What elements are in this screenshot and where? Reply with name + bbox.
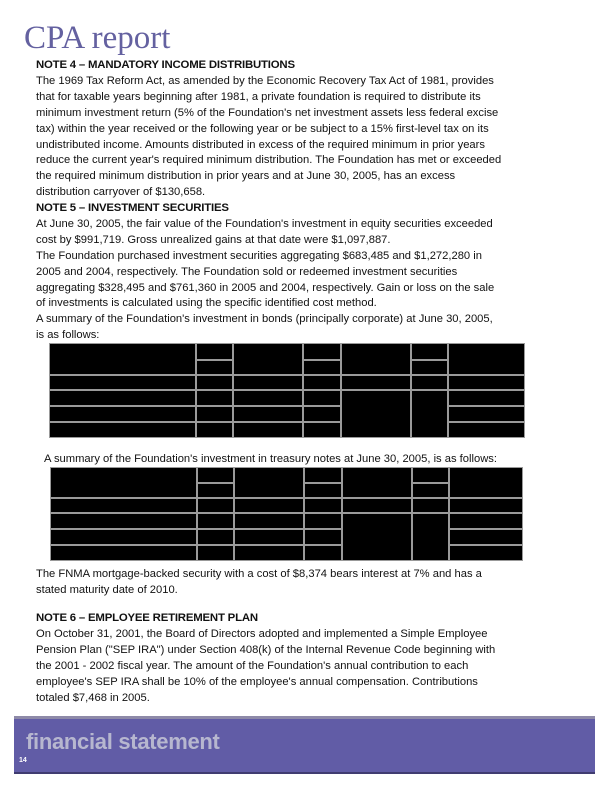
- fnma-line: The FNMA mortgage-backed security with a cost of $8,374 bears interest at 7% and has a: [36, 568, 482, 580]
- note-5-line: of investments is calculated using the specific identified cost method.: [36, 297, 377, 310]
- note-5-line: At June 30, 2005, the fair value of the Foundation's investment in equity securities exceeded: [36, 217, 493, 230]
- note-4-line: tax) within the year received or the following year or be subject to a 15% first-level tax on its: [36, 122, 489, 135]
- table-gridline: [196, 482, 234, 484]
- fnma-note: [36, 567, 536, 599]
- footer-banner: [14, 716, 595, 774]
- note-4-line: reduce the current year's required minimum distribution. The Foundation has met or exceeded: [36, 154, 502, 167]
- note-4-line: undistributed income. Amounts distributed in excess of the required minimum in prior years: [36, 138, 485, 151]
- note-6-line: totaled $7,468 in 2005.: [36, 691, 150, 704]
- note-6-line: the 2001 - 2002 fiscal year. The amount of the Foundation's annual contribution to each: [36, 659, 469, 672]
- note-6-line: employee's SEP IRA shall be 10% of the employee's annual compensation. Contributions: [36, 675, 478, 688]
- table-gridline: [51, 528, 341, 530]
- note-4-line: The 1969 Tax Reform Act, as amended by the Economic Recovery Tax Act of 1981, provides: [36, 74, 494, 87]
- note-6-heading: NOTE 6 – EMPLOYEE RETIREMENT PLAN: [36, 612, 258, 624]
- note-5-section: [36, 201, 536, 344]
- table-gridline: [447, 421, 524, 423]
- note-5-line: is as follows:: [36, 329, 100, 342]
- note-5-heading: NOTE 5 – INVESTMENT SECURITIES: [36, 202, 229, 214]
- table-gridline: [303, 482, 342, 484]
- table-gridline: [50, 421, 340, 423]
- table-gridline: [411, 482, 449, 484]
- table-gridline: [302, 359, 341, 361]
- fnma-line: stated maturity date of 2010.: [36, 583, 178, 596]
- note-4-heading: NOTE 4 – MANDATORY INCOME DISTRIBUTIONS: [36, 59, 295, 71]
- note-6-line: On October 31, 2001, the Board of Directors adopted and implemented a Simple Employee: [36, 627, 488, 640]
- table-gridline: [50, 389, 524, 391]
- table-gridline: [448, 528, 522, 530]
- note-5-line: aggregating $328,495 and $761,360 in 2005 and 2004, respectively. Gain or loss on the sale: [36, 281, 495, 294]
- note-6-line: Pension Plan ("SEP IRA") under Section 408(k) of the Internal Revenue Code beginning with: [36, 643, 496, 656]
- note-6-section: [36, 611, 536, 706]
- treasury-table: [50, 467, 523, 561]
- table-gridline: [51, 512, 522, 514]
- table-gridline: [50, 374, 524, 376]
- treasury-caption: A summary of the Foundation's investment in treasury notes at June 30, 2005, is as follows:: [44, 453, 497, 465]
- table-gridline: [448, 544, 522, 546]
- note-5-line: cost by $991,719. Gross unrealized gains at that date were $1,097,887.: [36, 233, 391, 246]
- note-5-line: 2005 and 2004, respectively. The Foundation sold or redeemed investment securities: [36, 265, 458, 278]
- table-gridline: [195, 359, 233, 361]
- note-5-line: The Foundation purchased investment securities aggregating $683,485 and $1,272,280 in: [36, 249, 482, 262]
- note-4-line: distribution carryover of $130,658.: [36, 186, 206, 199]
- page-number: 14: [19, 757, 27, 764]
- table-gridline: [51, 544, 341, 546]
- note-4-line: minimum investment return (5% of the Foundation's net investment assets less federal excise: [36, 106, 499, 119]
- note-4-line: the required minimum distribution in prior years and at June 30, 2005, has an excess: [36, 170, 456, 183]
- table-gridline: [51, 497, 522, 499]
- page-title: CPA report: [24, 20, 171, 56]
- table-gridline: [410, 359, 448, 361]
- footer-title: financial statement: [26, 729, 220, 754]
- table-gridline: [50, 405, 340, 407]
- table-gridline: [447, 405, 524, 407]
- bonds-table: [49, 343, 525, 438]
- note-5-line: A summary of the Foundation's investment in bonds (principally corporate) at June 30, 2005,: [36, 313, 493, 326]
- note-4-line: that for taxable years beginning after 1981, a private foundation is required to distribute its: [36, 90, 481, 103]
- note-4-section: [36, 58, 536, 201]
